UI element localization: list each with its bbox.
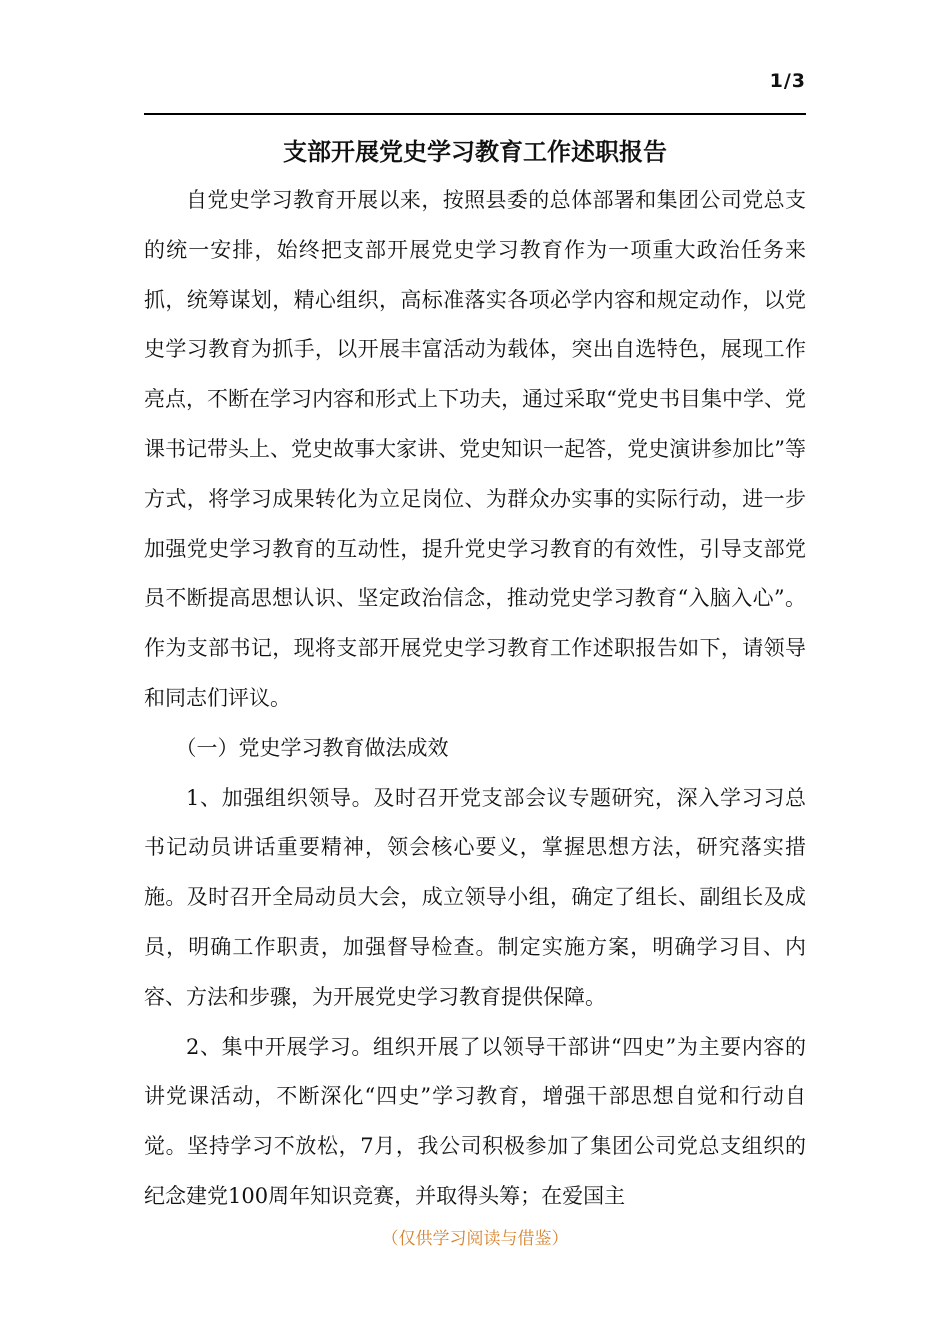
- body-paragraph: 1、加强组织领导。及时召开党支部会议专题研究，深入学习习总书记动员讲话重要精神，领会核心要义，掌握思想方法，研究落实措施。及时召开全局动员大会，成立领导小组，确定了组长、副组长及成员，明确工作职责，加强督导检查。制定实施方案，明确学习目、内容、方法和步骤，为开展党史学习教育提供保障。: [144, 785, 806, 1009]
- document-body: [144, 176, 806, 1222]
- document-title: 支部开展党史学习教育工作述职报告: [283, 138, 667, 166]
- section-heading: （一）党史学习教育做法成效: [175, 735, 449, 760]
- page-number: 1/3: [769, 70, 806, 92]
- body-paragraph: 2、集中开展学习。组织开展了以领导干部讲“四史”为主要内容的讲党课活动，不断深化“四史”学习教育，增强干部思想自觉和行动自觉。坚持学习不放松，7月，我公司积极参加了集团公司党总支组织的纪念建党100周年知识竞赛，并取得头筹；在爱国主: [144, 1034, 806, 1208]
- intro-paragraph: 自党史学习教育开展以来，按照县委的总体部署和集团公司党总支的统一安排，始终把支部开展党史学习教育作为一项重大政治任务来抓，统筹谋划，精心组织，高标准落实各项必学内容和规定动作，以党史学习教育为抓手，以开展丰富活动为载体，突出自选特色，展现工作亮点，不断在学习内容和形式上下功夫，通过采取“党史书目集中学、党课书记带头上、党史故事大家讲、党史知识一起答，党史演讲参加比”等方式，将学习成果转化为立足岗位、为群众办实事的实际行动，进一步加强党史学习教育的互动性，提升党史学习教育的有效性，引导支部党员不断提高思想认识、坚定政治信念，推动党史学习教育“入脑入心”。作为支部书记，现将支部开展党史学习教育工作述职报告如下，请领导和同志们评议。: [144, 188, 806, 710]
- header-divider: [144, 113, 806, 115]
- footer-note: （仅供学习阅读与借鉴）: [381, 1229, 569, 1249]
